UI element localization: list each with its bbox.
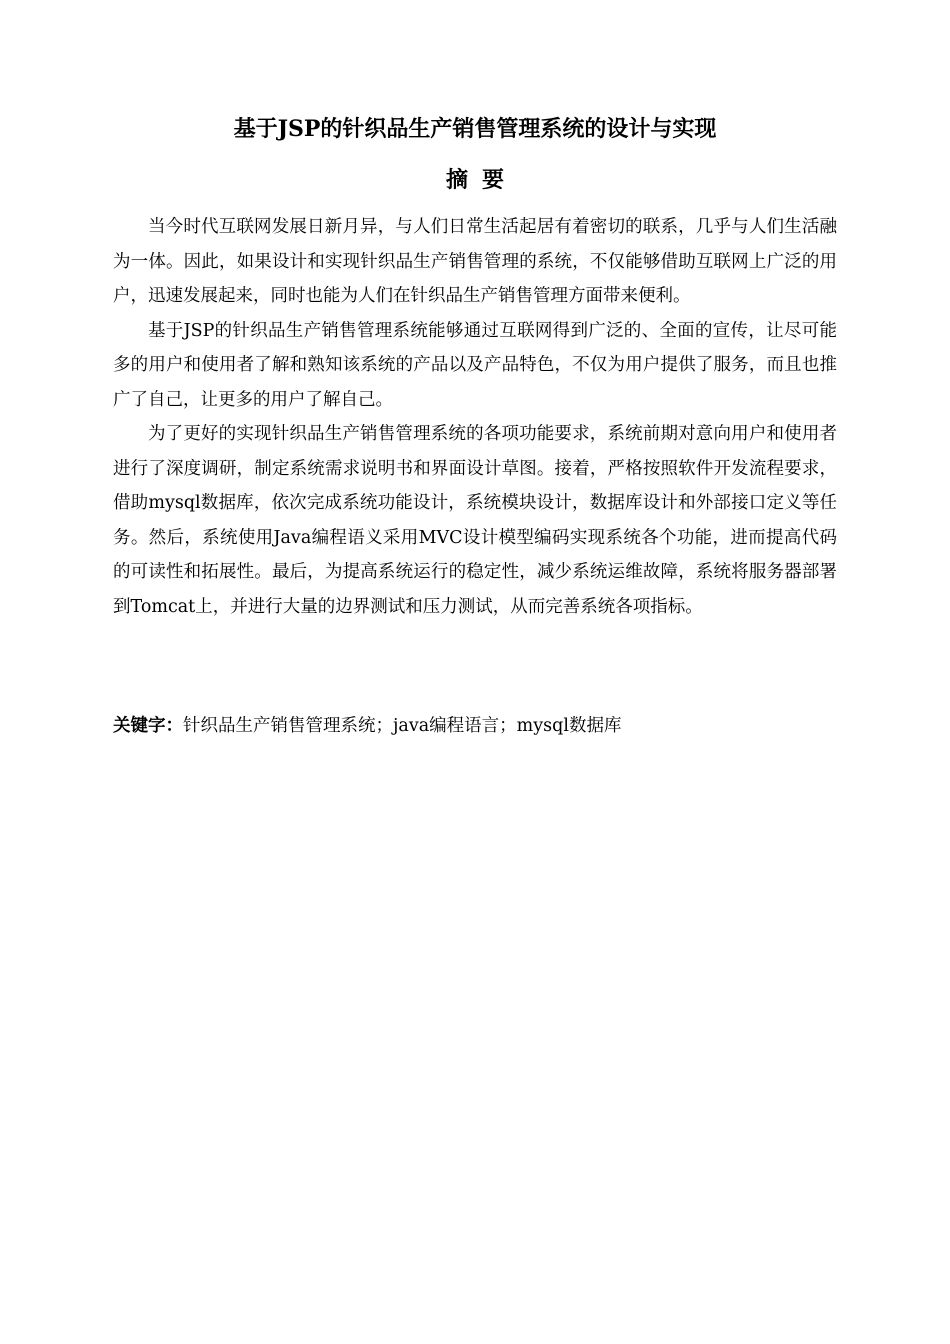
paper-title: 基于JSP的针织品生产销售管理系统的设计与实现	[233, 116, 717, 142]
keywords-label: 关键字：	[113, 716, 183, 736]
abstract-paragraph-3: 为了更好的实现针织品生产销售管理系统的各项功能要求，系统前期对意向用户和使用者进行了深度调研，制定系统需求说明书和界面设计草图。接着，严格按照软件开发流程要求，借助mysql数据库，依次完成系统功能设计，系统模块设计，数据库设计和外部接口定义等任务。然后，系统使用Java编程语义采用MVC设计模型编码实现系统各个功能，进而提高代码的可读性和拓展性。最后，为提高系统运行的稳定性，减少系统运维故障，系统将服务器部署到Tomcat上，并进行大量的边界测试和压力测试，从而完善系统各项指标。	[113, 424, 837, 617]
keywords-text: 针织品生产销售管理系统；java编程语言；mysql数据库	[183, 716, 622, 736]
abstract-paragraph-2: 基于JSP的针织品生产销售管理系统能够通过互联网得到广泛的、全面的宣传，让尽可能多的用户和使用者了解和熟知该系统的产品以及产品特色，不仅为用户提供了服务，而且也推广了自己，让更多的用户了解自己。	[113, 320, 837, 410]
abstract-paragraph-1: 当今时代互联网发展日新月异，与人们日常生活起居有着密切的联系，几乎与人们生活融为一体。因此，如果设计和实现针织品生产销售管理的系统，不仅能够借助互联网上广泛的用户，迅速发展起来，同时也能为人们在针织品生产销售管理方面带来便利。	[113, 217, 837, 306]
keywords-line	[113, 709, 837, 743]
abstract-body	[113, 210, 837, 624]
abstract-heading: 摘要	[445, 167, 518, 193]
